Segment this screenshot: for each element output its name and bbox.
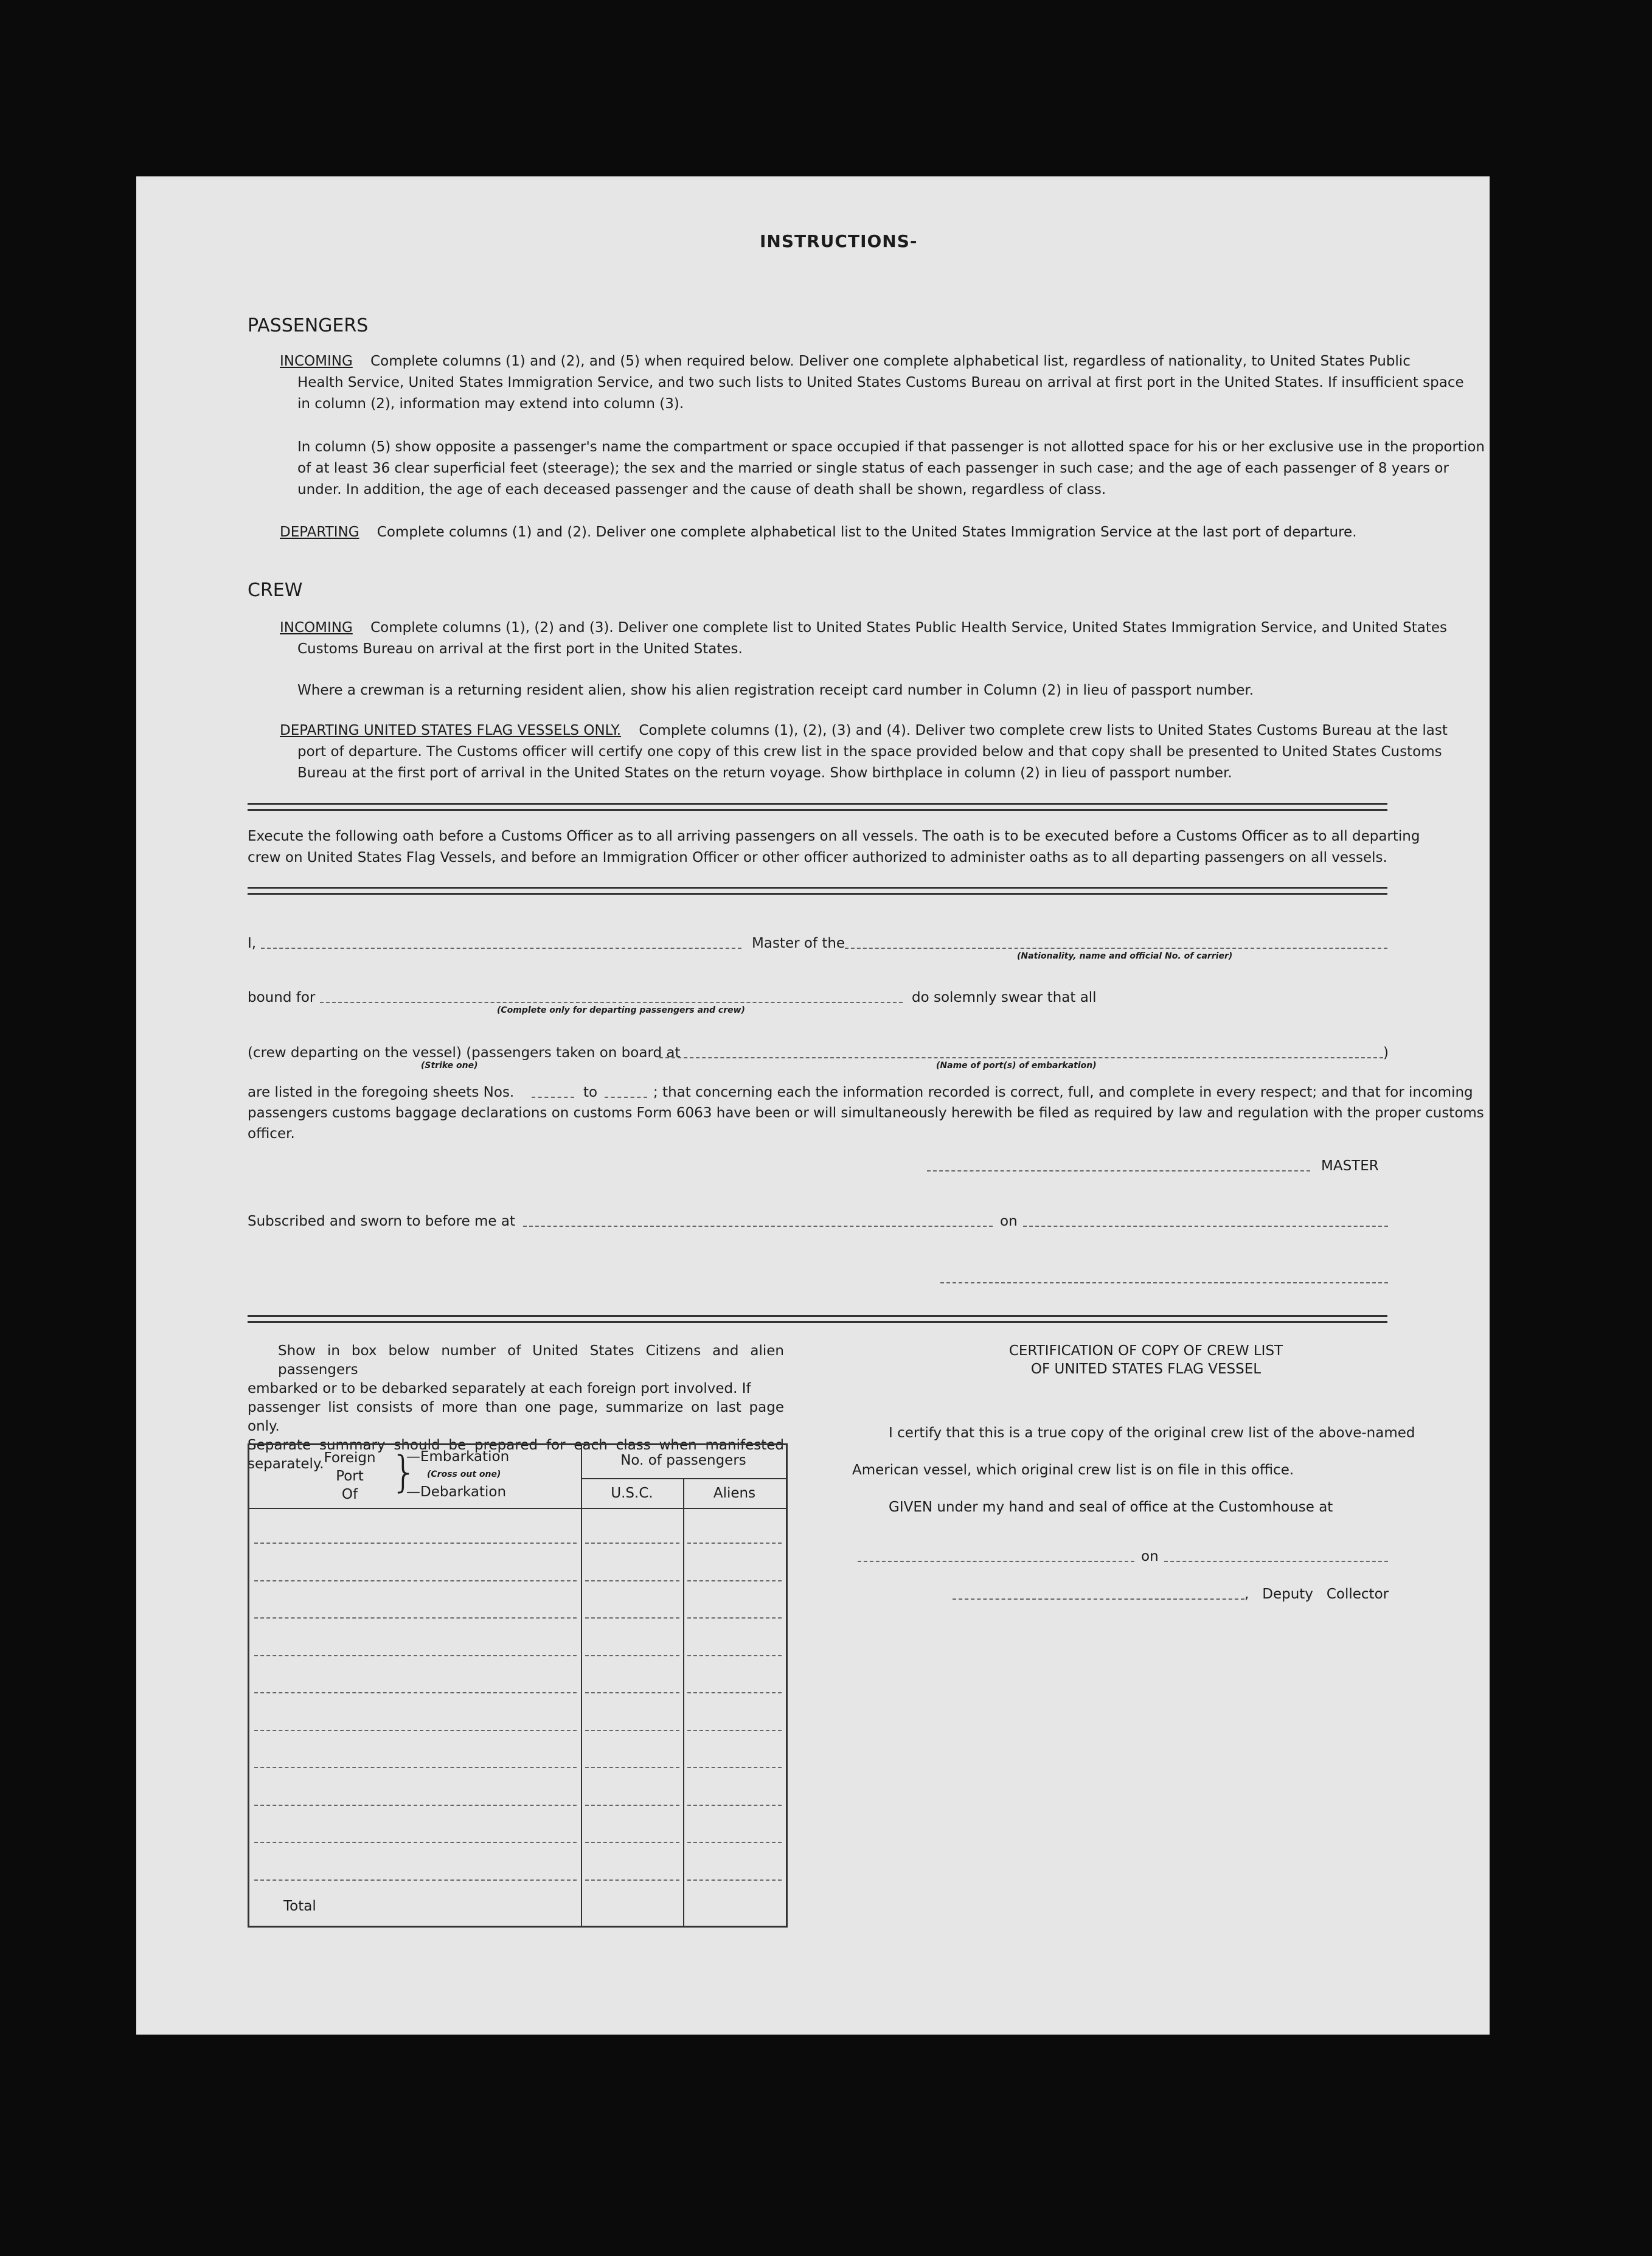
table-row-entry-line[interactable] [687, 1730, 782, 1731]
port-label: Port [336, 1468, 364, 1484]
table-row-entry-line[interactable] [585, 1805, 679, 1806]
subscribed-label: Subscribed and sworn to before me at [248, 1213, 516, 1229]
passengers-incoming-line2: Health Service, United States Immigration Service, and two such lists to United States Customs Bureau on arrival at first port in the United States. If insufficient space [297, 375, 1464, 390]
table-row-entry-line[interactable] [254, 1692, 577, 1693]
crew-departing-line2: port of departure. The Customs officer will certify one copy of this crew list in the space provided below and that copy shall be presented to United States Customs [297, 744, 1442, 760]
certification-title-line1: CERTIFICATION OF COPY OF CREW LIST [1008, 1343, 1283, 1359]
passengers-col5-line2: of at least 36 clear superficial feet (steerage); the sex and the married or single status of each passenger in such case; and the age of each passenger of 8 years or [297, 460, 1449, 476]
master-name-field[interactable] [261, 948, 741, 949]
crew-departing-line3: Bureau at the first port of arrival in the United States on the return voyage. Show birthplace in column (2) in lieu of passport number. [297, 765, 1232, 781]
header-divider [581, 1478, 786, 1479]
summary-line2: embarked or to be debarked separately at each foreign port involved. If [248, 1381, 751, 1397]
passengers-heading: PASSENGERS [248, 315, 369, 336]
table-row-entry-line[interactable] [585, 1655, 679, 1656]
summary-line3: passenger list consists of more than one page, summarize on last page only. [248, 1400, 784, 1434]
table-row-entry-line[interactable] [254, 1543, 577, 1544]
table-row-entry-line[interactable] [687, 1655, 782, 1656]
sworn-date-field[interactable] [1023, 1226, 1388, 1227]
crew-departing-label: (crew departing on the vessel) (passengers taken on board at [248, 1045, 681, 1061]
double-rule [248, 1315, 1387, 1323]
table-row-entry-line[interactable] [585, 1767, 679, 1768]
table-row-entry-line[interactable] [687, 1580, 782, 1581]
crew-incoming-text1: Complete columns (1), (2) and (3). Deliver one complete list to United States Public Health Service, United States Immigration Service, and United States [370, 620, 1447, 636]
crew-departing-label: DEPARTING UNITED STATES FLAG VESSELS ONLY. [280, 723, 622, 738]
deputy-signature-field[interactable] [953, 1598, 1244, 1600]
master-of-the-label: Master of the [752, 935, 845, 951]
oath-intro-line2: crew on United States Flag Vessels, and before an Immigration Officer or other officer authorized to administer oaths as to all departing passengers on all vessels. [248, 850, 1387, 866]
passenger-summary-table [248, 1443, 788, 1928]
summary-line1: Show in box below number of United States Citizens and alien passengers [278, 1343, 784, 1378]
column-divider [581, 1445, 582, 1926]
no-of-passengers-header: No. of passengers [620, 1453, 746, 1468]
table-row-entry-line[interactable] [687, 1767, 782, 1768]
table-row-entry-line[interactable] [687, 1692, 782, 1693]
table-row-entry-line[interactable] [585, 1879, 679, 1881]
column-divider [683, 1479, 684, 1926]
table-row-entry-line[interactable] [254, 1767, 577, 1768]
carrier-field[interactable] [845, 948, 1387, 949]
certification-title-line2: OF UNITED STATES FLAG VESSEL [1030, 1361, 1262, 1377]
double-rule [248, 887, 1387, 895]
table-row-entry-line[interactable] [585, 1543, 679, 1544]
summary-line4: Separate summary should be prepared for each class when manifested separately. [248, 1437, 784, 1472]
listed-line2: passengers customs baggage declarations on customs Form 6063 have been or will simultaneously herewith be filed as required by law and regulation with the proper customs [248, 1105, 1484, 1121]
certification-date-field[interactable] [1164, 1561, 1388, 1562]
officer-signature-field[interactable] [940, 1282, 1388, 1283]
complete-only-note: (Complete only for departing passengers and crew) [497, 1005, 745, 1015]
table-row-entry-line[interactable] [585, 1730, 679, 1731]
table-row-entry-line[interactable] [254, 1655, 577, 1656]
on-label: on [1000, 1213, 1018, 1229]
oath-intro-line1: Execute the following oath before a Customs Officer as to all arriving passengers on all vessels. The oath is to be executed before a Customs Officer as to all departing [248, 828, 1420, 844]
table-row-entry-line[interactable] [254, 1617, 577, 1619]
master-label: MASTER [1321, 1158, 1379, 1174]
passengers-departing-label: DEPARTING [280, 524, 359, 540]
oath-i-label: I, [248, 935, 257, 951]
crew-incoming-line2: Customs Bureau on arrival at the first port in the United States. [297, 641, 743, 657]
aliens-header: Aliens [713, 1485, 756, 1501]
table-row-entry-line[interactable] [687, 1842, 782, 1843]
table-row-entry-line[interactable] [585, 1617, 679, 1619]
table-row-entry-line[interactable] [687, 1879, 782, 1881]
passengers-departing-text: Complete columns (1) and (2). Deliver one complete alphabetical list to the United States Immigration Service at the last port of departure. [377, 524, 1357, 540]
ports-embarkation-field[interactable] [659, 1057, 1383, 1058]
crew-resident-text: Where a crewman is a returning resident alien, show his alien registration receipt card number in Column (2) in lieu of passport number. [297, 682, 1254, 698]
listed-prefix: are listed in the foregoing sheets Nos. [248, 1085, 515, 1100]
master-signature-field[interactable] [927, 1170, 1310, 1171]
table-row-entry-line[interactable] [254, 1879, 577, 1881]
foreign-port-of-header [322, 1449, 377, 1504]
passengers-incoming-label: INCOMING [280, 353, 353, 369]
passengers-col5-line1: In column (5) show opposite a passenger's name the compartment or space occupied if that passenger is not allotted space for his or her exclusive use in the proportion [297, 439, 1485, 455]
crew-incoming-label: INCOMING [280, 620, 353, 636]
close-paren: ) [1383, 1045, 1389, 1061]
table-row-entry-line[interactable] [687, 1617, 782, 1619]
listed-suffix: ; that concerning each the information recorded is correct, full, and complete in every respect; and that for incoming [653, 1085, 1473, 1100]
table-row-entry-line[interactable] [254, 1580, 577, 1581]
debarkation-label: —Debarkation [406, 1484, 507, 1500]
certification-line2: American vessel, which original crew list is on file in this office. [852, 1462, 1294, 1478]
name-of-ports-note: (Name of port(s) of embarkation) [936, 1061, 1097, 1071]
sheet-from-field[interactable] [532, 1097, 574, 1098]
brace-glyph: } [390, 1447, 418, 1497]
do-solemnly-label: do solemnly swear that all [912, 990, 1097, 1005]
table-row-entry-line[interactable] [585, 1842, 679, 1843]
deputy-collector-label: , Deputy Collector [1244, 1586, 1389, 1602]
passengers-departing [280, 522, 1357, 543]
table-row-entry-line[interactable] [254, 1730, 577, 1731]
table-row-entry-line[interactable] [254, 1842, 577, 1843]
passengers-col5-line3: under. In addition, the age of each deceased passenger and the cause of death shall be shown, regardless of class. [297, 482, 1106, 498]
of-label: Of [341, 1487, 358, 1502]
crew-incoming-line1 [280, 617, 1447, 639]
passengers-incoming-line1 [280, 351, 1411, 372]
to-label: to [583, 1085, 598, 1100]
table-row-entry-line[interactable] [254, 1805, 577, 1806]
table-row-entry-line[interactable] [585, 1580, 679, 1581]
listed-line3: officer. [248, 1126, 295, 1142]
double-rule [248, 803, 1387, 811]
nationality-note: (Nationality, name and official No. of carrier) [1017, 951, 1233, 961]
form-page [136, 176, 1490, 2035]
foreign-label: Foreign [324, 1450, 376, 1466]
certification-line3: GIVEN under my hand and seal of office at the Customhouse at [889, 1499, 1333, 1515]
total-label: Total [283, 1898, 316, 1914]
bound-for-field[interactable] [320, 1002, 903, 1003]
page-title: INSTRUCTIONS- [760, 231, 918, 251]
strike-one-note: (Strike one) [421, 1061, 478, 1071]
header-bottom [249, 1508, 786, 1509]
table-row-entry-line[interactable] [687, 1805, 782, 1806]
passengers-incoming-text1: Complete columns (1) and (2), and (5) when required below. Deliver one complete alphabetical list, regardless of nationality, to United States Public [370, 353, 1411, 369]
usc-header: U.S.C. [611, 1485, 653, 1501]
certification-on-label: on [1141, 1549, 1159, 1564]
crew-heading: CREW [248, 580, 303, 601]
certification-line1: I certify that this is a true copy of the original crew list of the above-named [889, 1425, 1415, 1441]
customhouse-field[interactable] [858, 1561, 1134, 1562]
table-row-entry-line[interactable] [687, 1543, 782, 1544]
sworn-place-field[interactable] [523, 1226, 993, 1227]
table-row-entry-line[interactable] [585, 1692, 679, 1693]
sheet-to-field[interactable] [605, 1097, 647, 1098]
crew-departing-line1 [280, 720, 1448, 741]
crew-departing-text1: Complete columns (1), (2), (3) and (4). Deliver two complete crew lists to United States Customs Bureau at the last [639, 723, 1448, 738]
embarkation-label: —Embarkation [406, 1449, 510, 1465]
cross-out-note: (Cross out one) [427, 1470, 501, 1479]
bound-for-label: bound for [248, 990, 316, 1005]
passengers-incoming-line3: in column (2), information may extend into column (3). [297, 396, 684, 412]
